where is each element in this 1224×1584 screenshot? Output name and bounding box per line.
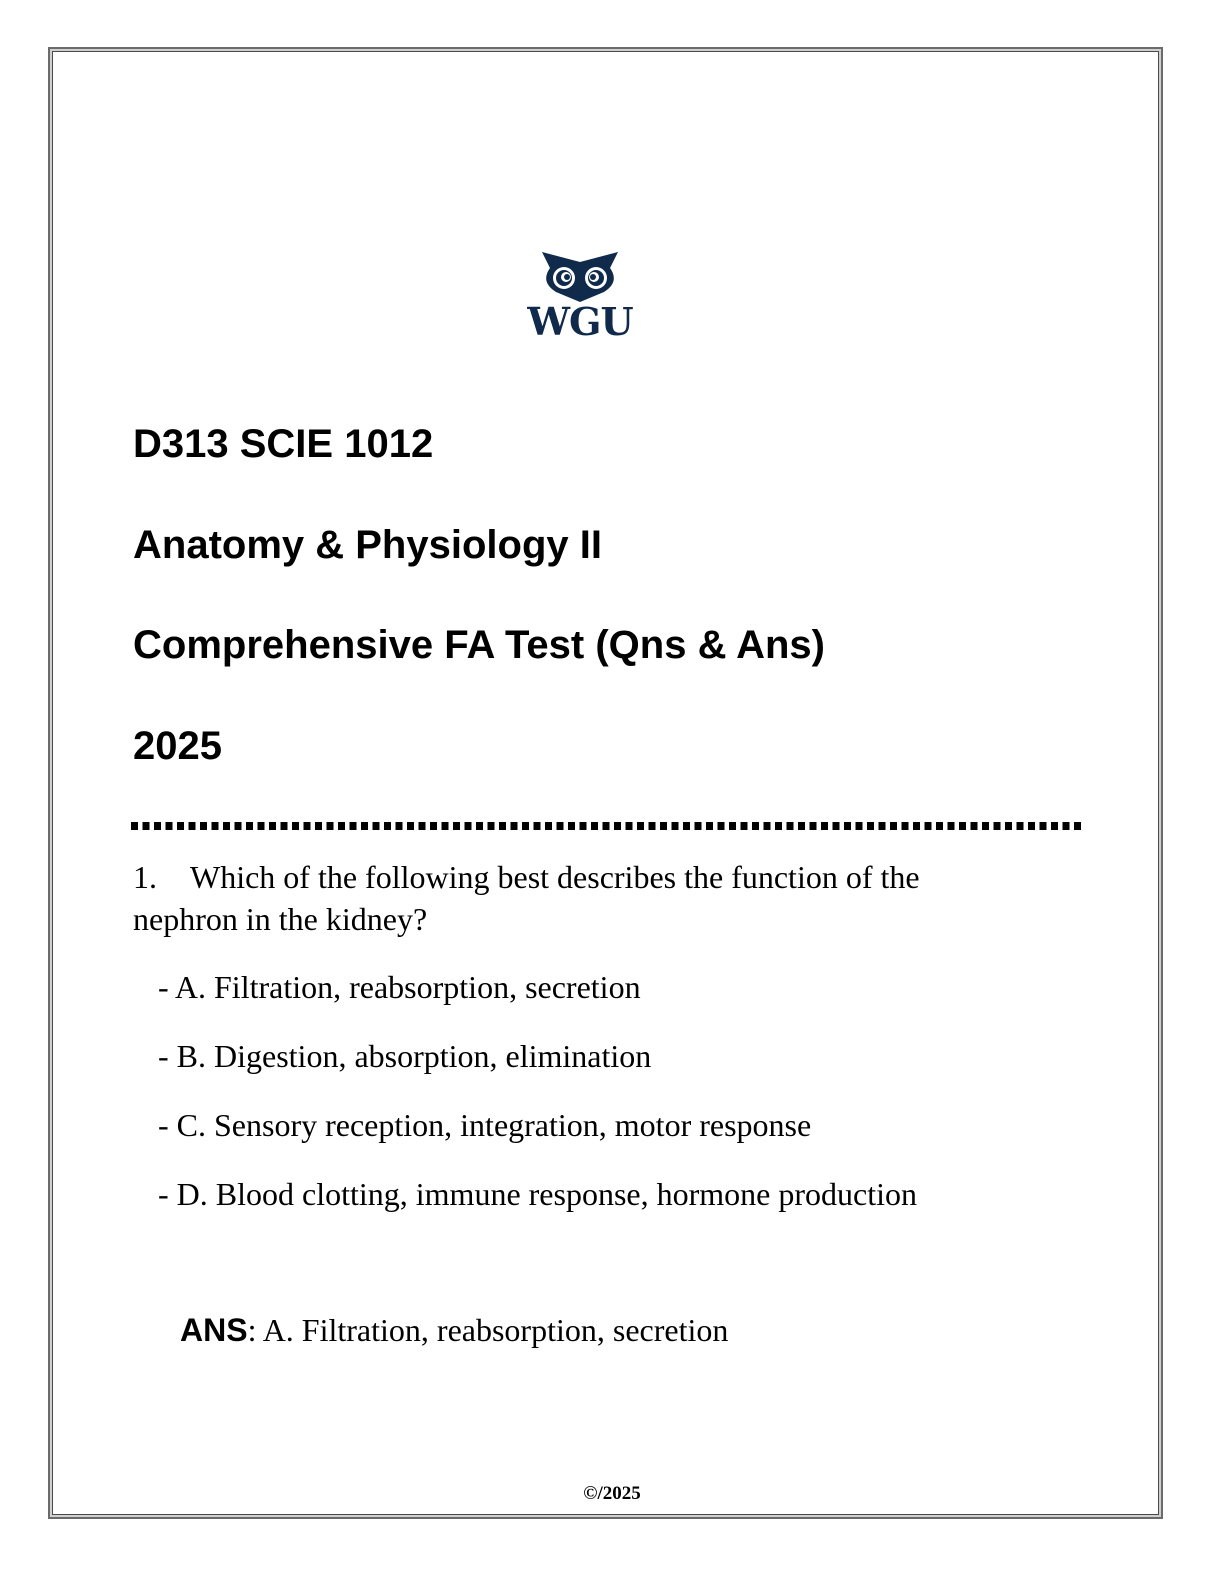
answer-label: ANS [180,1312,248,1348]
option-c: - C. Sensory reception, integration, motor response [158,1107,812,1143]
question-text-line2: nephron in the kidney? [133,901,428,937]
course-code: D313 SCIE 1012 [133,422,434,466]
logo-text: WGU [527,299,633,344]
year: 2025 [133,724,222,768]
wgu-logo [524,248,636,348]
option-b: - B. Digestion, absorption, elimination [158,1038,652,1074]
answer [180,1310,728,1350]
option-d: - D. Blood clotting, immune response, hormone production [158,1176,917,1212]
owl-icon [524,248,636,302]
option-a: - A. Filtration, reabsorption, secretion [158,969,641,1005]
course-name: Anatomy & Physiology II [133,523,602,567]
copyright-footer: ©/2025 [583,1483,641,1504]
test-title: Comprehensive FA Test (Qns & Ans) [133,623,825,667]
question-number: 1. [133,859,157,895]
dotted-divider [131,822,1084,830]
question-text-line1: Which of the following best describes the function of the [190,859,920,895]
answer-text: : A. Filtration, reabsorption, secretion [247,1312,729,1348]
